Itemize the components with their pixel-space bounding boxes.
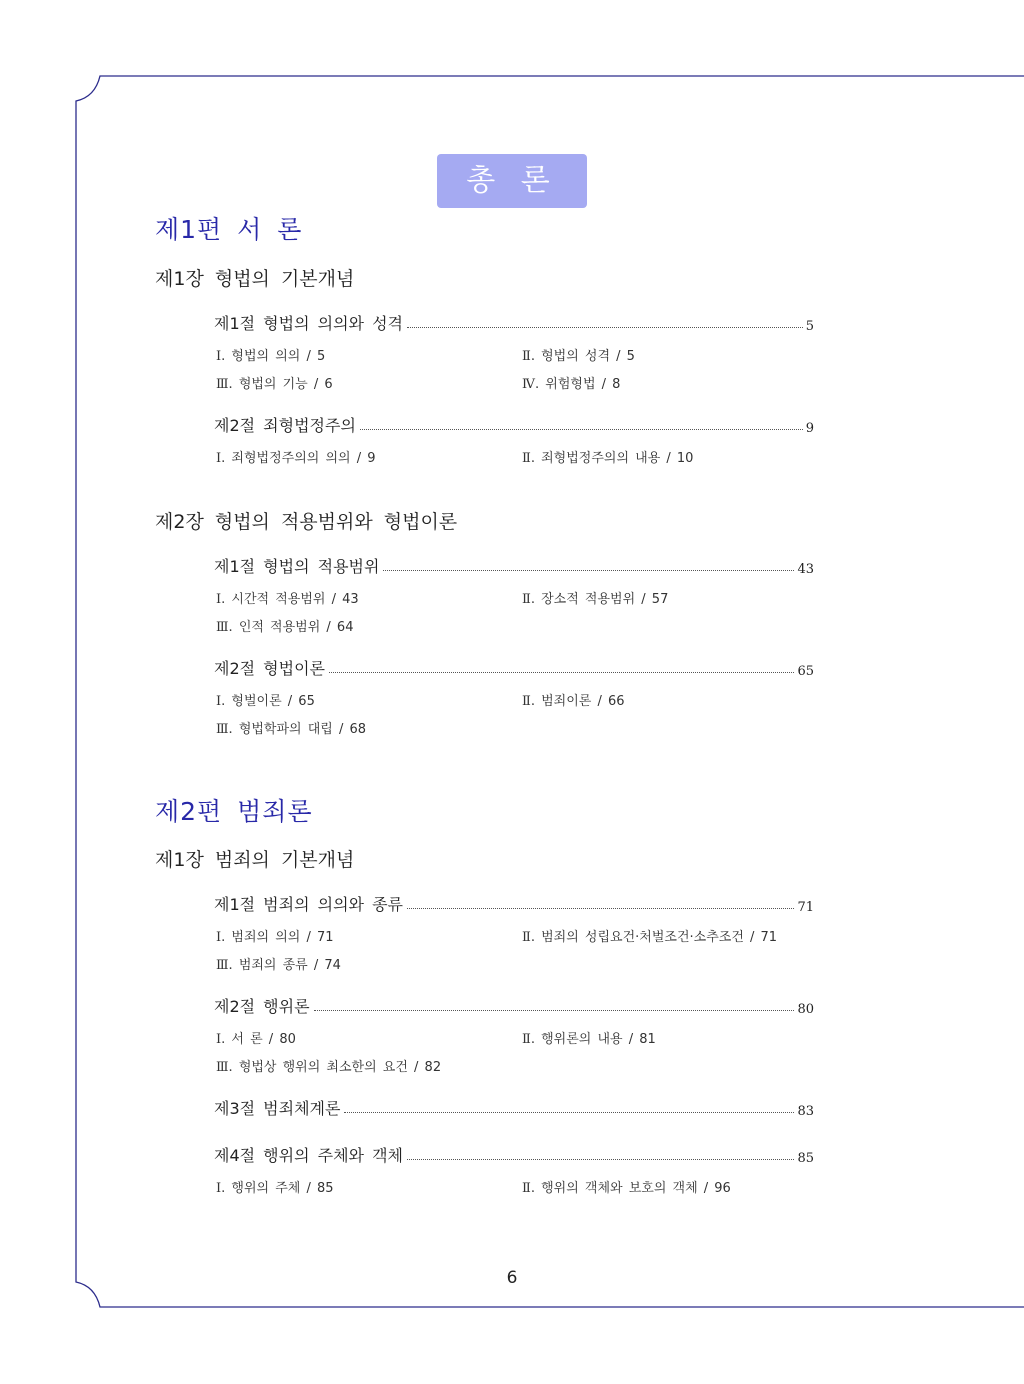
toc-item[interactable] — [216, 1028, 296, 1047]
item-text: 형법상 행위의 최소한의 요건 / 82 — [238, 1060, 442, 1075]
section-title: 제1절 형법의 의의와 성격 — [214, 314, 403, 333]
section-page-number: 43 — [797, 562, 814, 577]
section-page-number: 65 — [797, 664, 814, 679]
item-text: 시간적 적용범위 / 43 — [231, 592, 359, 607]
item-text: 행위의 주체 / 85 — [231, 1181, 334, 1196]
toc-section-entry[interactable] — [214, 553, 814, 577]
chapter-title: 제2장 형법의 적용범위와 형법이론 — [155, 511, 458, 533]
section-title: 제1절 형법의 적용범위 — [214, 557, 380, 576]
section-page-number: 80 — [797, 1002, 814, 1017]
toc-item[interactable] — [522, 1177, 731, 1196]
item-numeral: Ⅲ. — [216, 1060, 233, 1075]
item-numeral: Ⅰ. — [216, 349, 226, 364]
dot-leader — [329, 671, 794, 673]
toc-item[interactable] — [216, 616, 353, 635]
toc-item[interactable] — [216, 345, 325, 364]
item-text: 서 론 / 80 — [231, 1032, 296, 1047]
toc-item[interactable] — [522, 926, 777, 945]
dot-leader — [383, 569, 794, 571]
item-numeral: Ⅰ. — [216, 592, 226, 607]
page-number: 6 — [506, 1268, 518, 1288]
item-numeral: Ⅳ. — [522, 377, 540, 392]
toc-section-entry[interactable] — [214, 310, 814, 334]
item-numeral: Ⅱ. — [522, 694, 535, 709]
toc-item[interactable] — [522, 690, 625, 709]
item-text: 위험형법 / 8 — [545, 377, 621, 392]
item-numeral: Ⅰ. — [216, 930, 226, 945]
toc-item[interactable] — [522, 447, 693, 466]
toc-item[interactable] — [216, 954, 341, 973]
section-page-number: 83 — [797, 1104, 814, 1119]
section-page-number: 5 — [805, 319, 814, 334]
item-text: 범죄의 성립요건·처벌조건·소추조건 / 71 — [541, 930, 778, 945]
section-title: 제2절 행위론 — [214, 997, 310, 1016]
toc-item[interactable] — [216, 373, 333, 392]
item-numeral: Ⅰ. — [216, 451, 226, 466]
toc-item[interactable] — [216, 1177, 334, 1196]
toc-section-entry[interactable] — [214, 1095, 814, 1119]
toc-item[interactable] — [522, 588, 668, 607]
item-text: 형법의 성격 / 5 — [541, 349, 635, 364]
dot-leader — [407, 1158, 794, 1160]
item-text: 장소적 적용범위 / 57 — [541, 592, 669, 607]
dot-leader — [407, 907, 794, 909]
dot-leader — [314, 1009, 795, 1011]
section-banner: 총 론 — [437, 154, 587, 208]
part-title: 제2편 범죄론 — [155, 797, 313, 826]
section-page-number: 85 — [797, 1151, 814, 1166]
item-text: 범죄의 종류 / 74 — [238, 958, 341, 973]
dot-leader — [360, 428, 803, 430]
item-numeral: Ⅱ. — [522, 451, 535, 466]
item-numeral: Ⅱ. — [522, 1032, 535, 1047]
item-numeral: Ⅰ. — [216, 694, 226, 709]
item-text: 행위의 객체와 보호의 객체 / 96 — [541, 1181, 731, 1196]
toc-item[interactable] — [216, 447, 376, 466]
item-text: 죄형법정주의의 내용 / 10 — [541, 451, 694, 466]
section-title: 제2절 죄형법정주의 — [214, 416, 356, 435]
item-numeral: Ⅲ. — [216, 620, 233, 635]
dot-leader — [407, 326, 803, 328]
toc-section-entry[interactable] — [214, 1142, 814, 1166]
item-numeral: Ⅱ. — [522, 930, 535, 945]
toc-item[interactable] — [522, 345, 635, 364]
item-text: 행위론의 내용 / 81 — [541, 1032, 656, 1047]
section-title: 제2절 형법이론 — [214, 659, 326, 678]
toc-item[interactable] — [522, 373, 620, 392]
section-page-number: 9 — [805, 421, 814, 436]
item-numeral: Ⅲ. — [216, 958, 233, 973]
toc-item[interactable] — [216, 690, 315, 709]
item-numeral: Ⅱ. — [522, 1181, 535, 1196]
item-numeral: Ⅲ. — [216, 722, 233, 737]
item-text: 형법의 기능 / 6 — [238, 377, 333, 392]
item-text: 범죄의 의의 / 71 — [231, 930, 334, 945]
toc-item[interactable] — [522, 1028, 656, 1047]
toc-item[interactable] — [216, 588, 359, 607]
toc-section-entry[interactable] — [214, 891, 814, 915]
item-text: 형법의 의의 / 5 — [231, 349, 326, 364]
toc-item[interactable] — [216, 718, 366, 737]
chapter-title: 제1장 범죄의 기본개념 — [155, 849, 355, 871]
item-text: 죄형법정주의의 의의 / 9 — [231, 451, 376, 466]
section-title: 제3절 범죄체계론 — [214, 1099, 341, 1118]
item-numeral: Ⅱ. — [522, 349, 535, 364]
toc-section-entry[interactable] — [214, 993, 814, 1017]
section-page-number: 71 — [797, 900, 814, 915]
item-text: 범죄이론 / 66 — [541, 694, 625, 709]
section-title: 제1절 범죄의 의의와 종류 — [214, 895, 403, 914]
item-text: 형법학파의 대립 / 68 — [238, 722, 367, 737]
dot-leader — [344, 1111, 794, 1113]
toc-section-entry[interactable] — [214, 655, 814, 679]
item-numeral: Ⅰ. — [216, 1032, 226, 1047]
chapter-title: 제1장 형법의 기본개념 — [155, 268, 355, 290]
item-numeral: Ⅰ. — [216, 1181, 226, 1196]
part-title: 제1편 서 론 — [155, 215, 303, 244]
section-title: 제4절 행위의 주체와 객체 — [214, 1146, 403, 1165]
toc-section-entry[interactable] — [214, 412, 814, 436]
toc-item[interactable] — [216, 1056, 441, 1075]
toc-item[interactable] — [216, 926, 334, 945]
item-text: 형벌이론 / 65 — [231, 694, 315, 709]
item-numeral: Ⅱ. — [522, 592, 535, 607]
item-text: 인적 적용범위 / 64 — [238, 620, 354, 635]
item-numeral: Ⅲ. — [216, 377, 233, 392]
